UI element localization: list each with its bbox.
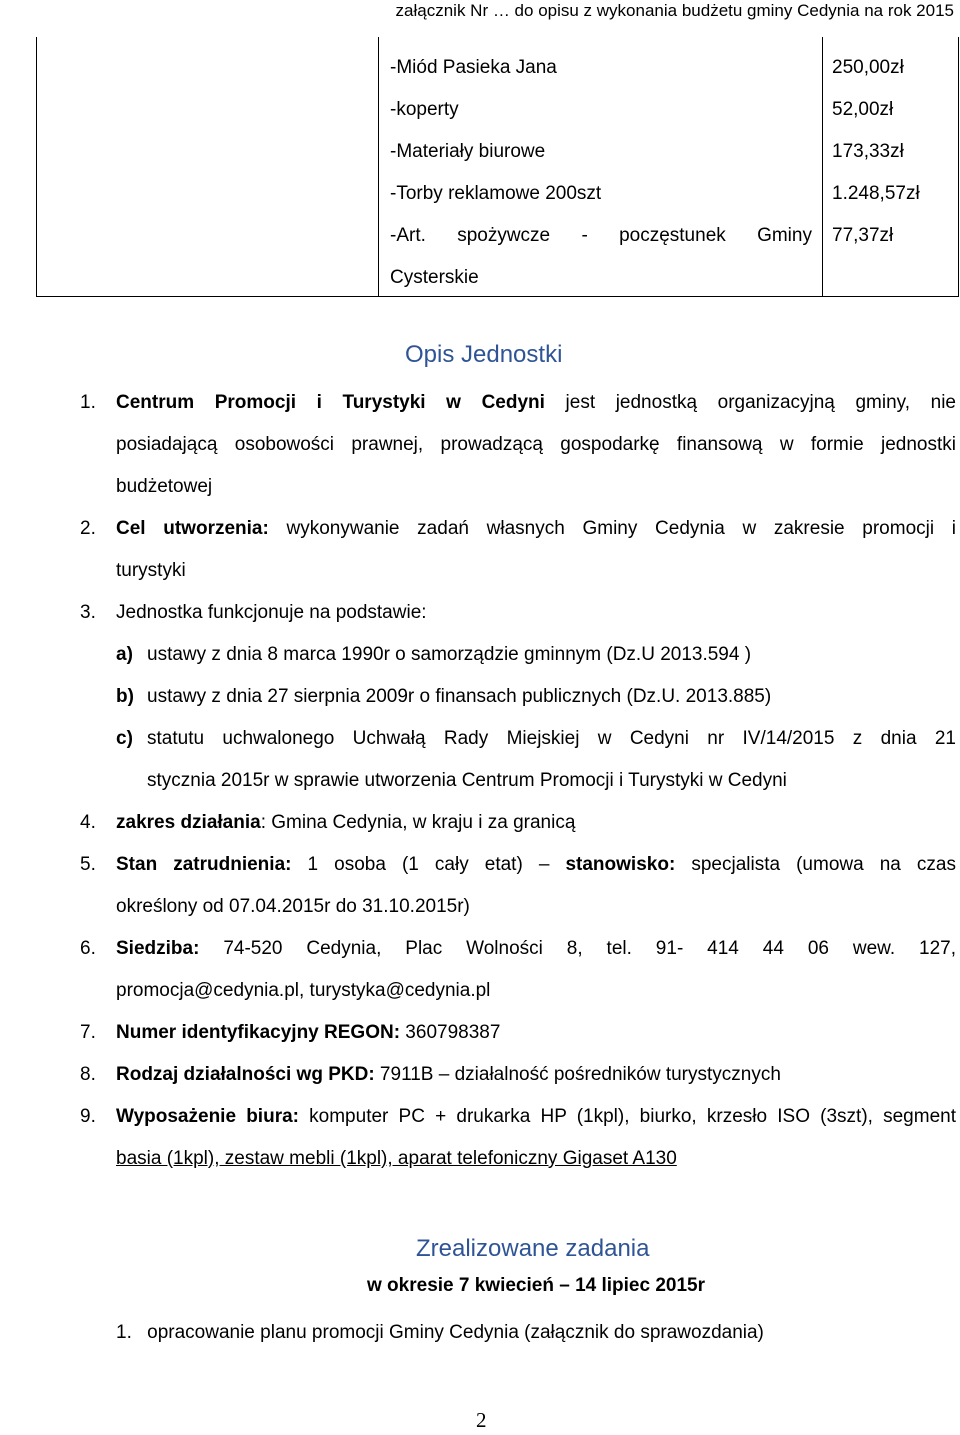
item-text: turystyki: [116, 560, 186, 581]
list-item: -Torby reklamowe 200szt: [390, 183, 602, 204]
page-number: 2: [476, 1408, 487, 1432]
list-item: [80, 1054, 956, 1096]
list-item-word: poczęstunek: [619, 225, 726, 246]
value-cell: 173,33zł: [832, 141, 904, 162]
list-item: [80, 508, 956, 592]
item-number: 2.: [80, 518, 96, 539]
item-text: Jednostka funkcjonuje na podstawie:: [116, 602, 427, 623]
page-header: załącznik Nr … do opisu z wykonania budżetu gminy Cedynia na rok 2015: [395, 1, 954, 20]
item-text: budżetowej: [116, 476, 213, 497]
value-cell: 1.248,57zł: [832, 183, 920, 204]
sub-item-text: ustawy z dnia 8 marca 1990r o samorządzie gminnym (Dz.U 2013.594 ): [147, 644, 752, 665]
item-text: wykonywanie zadań własnych Gminy Cedynia w zakresie promocji i: [268, 518, 956, 539]
item-label: Centrum Promocji i Turystyki w Cedyni: [116, 392, 545, 413]
item-number: 5.: [80, 854, 96, 875]
sub-item: [80, 634, 956, 676]
item-label: Siedziba:: [116, 938, 200, 959]
item-text: opracowanie planu promocji Gminy Cedynia (załącznik do sprawozdania): [147, 1322, 764, 1343]
list-item: [116, 1322, 764, 1344]
expense-items: [390, 47, 812, 299]
section-title: Zrealizowane zadania: [416, 1235, 650, 1262]
list-item: [80, 1012, 956, 1054]
item-label: Wyposażenie biura:: [116, 1106, 299, 1127]
list-item: [390, 215, 812, 257]
item-text: określony od 07.04.2015r do 31.10.2015r): [116, 896, 470, 917]
item-text: 360798387: [400, 1022, 501, 1043]
item-number: 1.: [80, 392, 96, 413]
expense-table: [36, 37, 959, 297]
list-item: [80, 382, 956, 508]
item-text: komputer PC + drukarka HP (1kpl), biurko, krzesło ISO (3szt), segment: [298, 1106, 956, 1127]
item-text: posiadającą osobowości prawnej, prowadzącą gospodarkę finansową w formie jednostki: [116, 434, 956, 455]
item-label: Numer identyfikacyjny REGON:: [116, 1022, 401, 1043]
list-item: [80, 802, 956, 844]
value-cell: 250,00zł: [832, 57, 904, 78]
item-label: Rodzaj działalności wg PKD:: [116, 1064, 375, 1085]
list-item-continuation: Cysterskie: [390, 267, 479, 288]
item-text: specjalista (umowa na czas: [675, 854, 956, 875]
item-text: : Gmina Cedynia, w kraju i za granicą: [260, 812, 576, 833]
value-cell: 52,00zł: [832, 99, 894, 120]
sub-item-letter: b): [116, 686, 134, 707]
table-column-divider: [378, 37, 379, 296]
list-item-word: Gminy: [757, 225, 812, 246]
list-item-word: -: [581, 225, 588, 246]
item-number: 6.: [80, 938, 96, 959]
item-number: 7.: [80, 1022, 96, 1043]
section-title: Opis Jednostki: [405, 341, 563, 368]
list-item: -Materiały biurowe: [390, 141, 546, 162]
sub-item: [80, 718, 956, 802]
item-number: 8.: [80, 1064, 96, 1085]
expense-values: [832, 47, 920, 257]
item-number: 1.: [116, 1322, 132, 1343]
list-item-word: -Art.: [390, 225, 426, 246]
item-text: 7911B – działalność pośredników turystycznych: [374, 1064, 781, 1085]
table-column-divider: [822, 37, 823, 296]
sub-item-text: stycznia 2015r w sprawie utworzenia Centrum Promocji i Turystyki w Cedyni: [147, 770, 787, 791]
list-item: -Miód Pasieka Jana: [390, 57, 557, 78]
list-item: [80, 592, 956, 634]
sub-item-letter: a): [116, 644, 133, 665]
list-item-word: spożywcze: [457, 225, 551, 246]
item-label: Stan zatrudnienia:: [116, 854, 292, 875]
list-item: [80, 1096, 956, 1180]
list-item: -koperty: [390, 99, 459, 120]
item-text: promocja@cedynia.pl, turystyka@cedynia.pl: [116, 980, 491, 1001]
item-label: zakres działania: [116, 812, 261, 833]
item-number: 9.: [80, 1106, 96, 1127]
item-text: 74-520 Cedynia, Plac Wolności 8, tel. 91- 414 44 06 wew. 127,: [199, 938, 956, 959]
value-cell: 77,37zł: [832, 225, 894, 246]
sub-item-text: statutu uchwalonego Uchwałą Rady Miejskiej w Cedyni nr IV/14/2015 z dnia 21: [147, 728, 956, 749]
period-subtitle: w okresie 7 kwiecień – 14 lipiec 2015r: [367, 1275, 705, 1296]
item-text: 1 osoba (1 cały etat) –: [291, 854, 566, 875]
item-label: stanowisko:: [565, 854, 676, 875]
item-text: basia (1kpl), zestaw mebli (1kpl), aparat telefoniczny Gigaset A130: [116, 1148, 677, 1169]
list-item: [80, 928, 956, 1012]
sub-item-letter: c): [116, 728, 133, 749]
item-text: jest jednostką organizacyjną gminy, nie: [544, 392, 956, 413]
unit-description: [80, 382, 956, 1180]
sub-item-text: ustawy z dnia 27 sierpnia 2009r o finansach publicznych (Dz.U. 2013.885): [147, 686, 772, 707]
item-label: Cel utworzenia:: [116, 518, 269, 539]
item-number: 4.: [80, 812, 96, 833]
list-item: [80, 844, 956, 928]
item-number: 3.: [80, 602, 96, 623]
sub-item: [80, 676, 956, 718]
